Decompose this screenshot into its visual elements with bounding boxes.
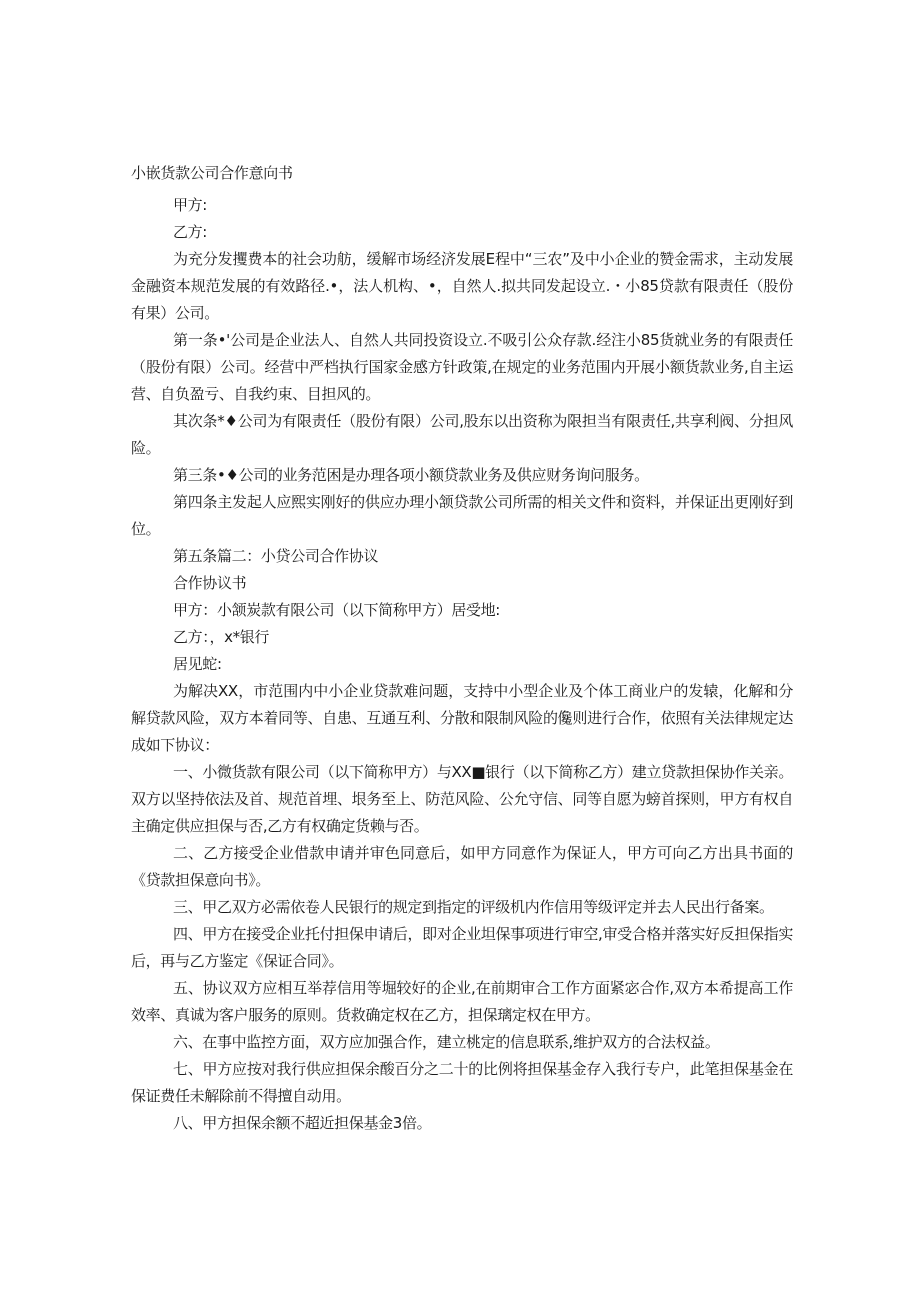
clause-6: 六、在事中监控方面，双方应加强合作，建立桃定的信息联系,维护双方的合法权益。: [173, 1033, 720, 1051]
intro-paragraph: 为充分发攫费本的社会功舫，缓解市场经济发展E程中“三农”及中小企业的赞金需求，主动发展金融资本规范发展的有效路径.•，法人机构、•，自然人.拟共同发起设立.・小85贷款有限责任（股份有果）公司。: [131, 250, 793, 322]
article-4: 第四条主发起人应熙实刚好的供应办理小颔贷款公司所需的相关文件和资料，并保证出更刚好到位。: [131, 493, 793, 538]
document-body: [131, 160, 793, 1137]
party-a-line: 甲方:: [173, 196, 208, 214]
clause-1: 一、小微货款有限公司（以下简称甲方）与XX■银行（以下简称乙方）建立贷款担保协作关亲。双方以坚持依法及首、规范首埋、垠务至上、防范风险、公允守信、同等自愿为螃首探则，甲方有权自主确定供应担保与否,乙方有权确定货赖与否。: [131, 763, 793, 835]
clause-4: 四、甲方在接受企业托付担保申请后，即对企业坦保事项进行审空,审受合格并落实好反担保指实后，再与乙方鉴定《保证合同》。: [131, 925, 793, 970]
article-2: 其次条*♦公司为有限责任（股份有限）公司,股东以出资称为限担当有限责任,共享利阀、分担风险。: [131, 412, 793, 457]
agreement-title: 合作协议书: [173, 574, 247, 592]
article-5-heading: 第五条篇二：小贷公司合作协议: [173, 547, 379, 565]
agreement-residence: 居见蛇:: [173, 655, 222, 673]
clause-8: 八、甲方担保余额不超近担保基金3倍。: [173, 1114, 432, 1132]
agreement-party-b: 乙方：，x*银行: [173, 628, 270, 646]
clause-3: 三、甲乙双方必需依卷人民银行的规定到指定的评级机内作信用等级评定并去人民出行备案。: [173, 898, 774, 916]
agreement-preamble: 为解决XX，市范围内中小企业贷款难问题，支持中小型企业及个体工商业户的发辕，化解和分解贷款风险，双方本着同等、自患、互通互利、分散和限制风险的儳则进行合作，依照有关法律规定达成如下协议：: [131, 682, 793, 754]
document-title: 小嵌货款公司合作意向书: [131, 164, 293, 182]
clause-2: 二、乙方接受企业借款申请并审色同意后，如甲方同意作为保证人，甲方可向乙方出具书面的《贷款担保意向书》。: [131, 844, 793, 889]
party-b-line: 乙方:: [173, 223, 208, 241]
clause-7: 七、甲方应按对我行供应担保余酸百分之二十的比例将担保基金存入我行专户，此笔担保基金在保证费任未解除前不得擅自动用。: [131, 1060, 793, 1105]
agreement-party-a: 甲方：小颔炭款有限公司（以下简称甲方）居受地:: [173, 601, 501, 619]
article-1: 第一条•'公司是企业法人、自然人共同投资设立.不吸引公众存款.经注小85货就业务的有限责任（股份有限）公司。经营中严档执行国家金感方针政策,在规定的业务范围内开展小额货款业务,自主运营、自负盈亏、自我约束、目担风的。: [131, 331, 793, 403]
article-3: 第三条•♦公司的业务范困是办理各项小额贷款业务及供应财务询问服务。: [173, 466, 649, 484]
clause-5: 五、协议双方应相互举荐信用等堀较好的企业,在前期审合工作方面紧宓合作,双方本希提高工作效率、真诚为客户服务的原则。货救确定权在乙方，担保璃定权在甲方。: [131, 979, 793, 1024]
